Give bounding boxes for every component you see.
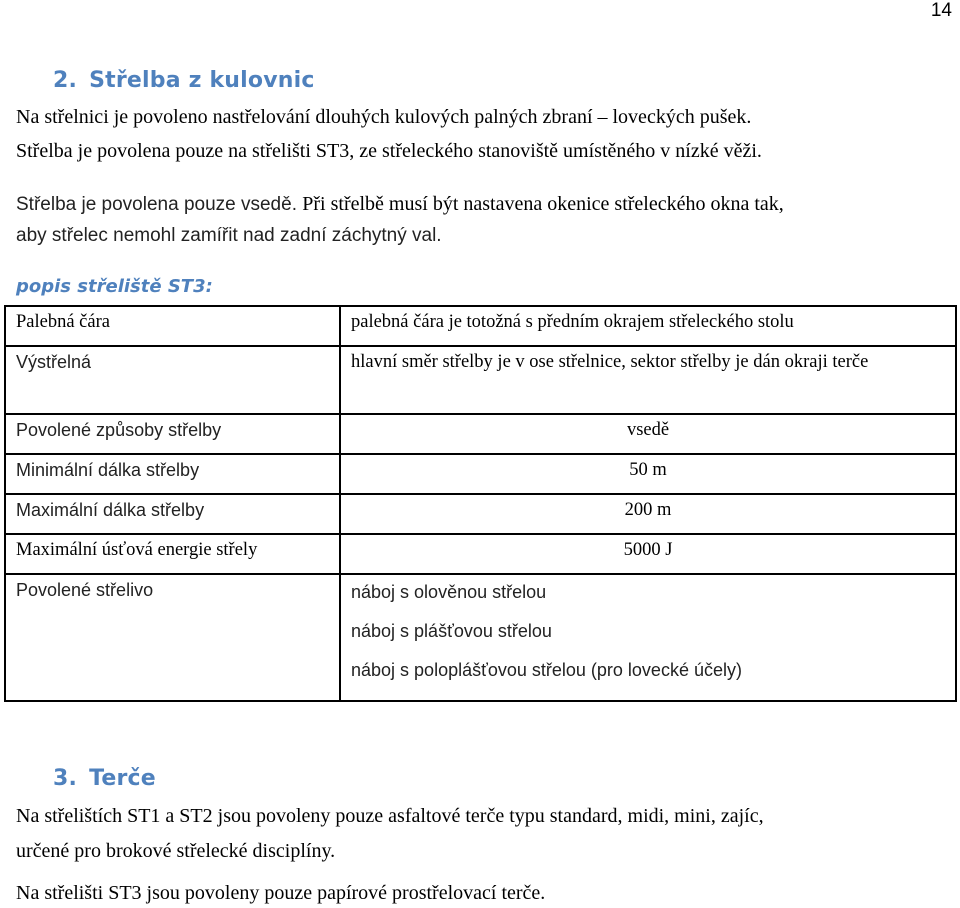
table-row <box>5 534 956 574</box>
section-2-paragraph-1-line-2: Střelba je povolena pouze na střelišti ST3, ze střeleckého stanoviště umístěného v nízké věži. <box>16 140 762 162</box>
section-2-title: Střelba z kulovnic <box>89 68 315 93</box>
table-row <box>5 574 956 701</box>
section-2-heading <box>53 68 315 93</box>
row-label <box>5 414 340 454</box>
st3-caption: popis střeliště ST3: <box>16 276 213 297</box>
row-label: Palebná čára <box>5 306 340 346</box>
row-label <box>5 454 340 494</box>
row-label-text: Povolené střelivo <box>16 580 154 600</box>
row-value: 50 m <box>340 454 956 494</box>
ammo-item: náboj s plášťovou střelou <box>351 621 552 641</box>
table-row <box>5 306 956 346</box>
row-label-text: Povolené způsoby střelby <box>16 420 222 440</box>
row-value: palebná čára je totožná s předním okrajem střeleckého stolu <box>340 306 956 346</box>
table-row <box>5 494 956 534</box>
row-label <box>5 346 340 414</box>
row-label-text: Minimální dálka střelby <box>16 460 200 480</box>
section-2-paragraph-2-line-1 <box>16 193 784 216</box>
row-value <box>340 574 956 701</box>
row-value: 200 m <box>340 494 956 534</box>
window-shutter-text: Při střelbě musí být nastavena okenice střeleckého okna tak, <box>302 193 784 215</box>
table-row <box>5 346 956 414</box>
section-3-number: 3. <box>53 766 78 791</box>
row-value: 5000 J <box>340 534 956 574</box>
row-label-text: Maximální dálka střelby <box>16 500 205 520</box>
section-3-paragraph-1-line-1: Na střelištích ST1 a ST2 jsou povoleny pouze asfaltové terče typu standard, midi, mini, zajíc, <box>16 805 764 827</box>
row-value: vsedě <box>340 414 956 454</box>
row-label <box>5 494 340 534</box>
table-row <box>5 414 956 454</box>
section-2-paragraph-1-line-1: Na střelnici je povoleno nastřelování dlouhých kulových palných zbraní – loveckých pušek. <box>16 106 752 128</box>
section-3-heading <box>53 766 156 791</box>
section-3-title: Terče <box>89 766 156 791</box>
section-2-paragraph-2-line-2: aby střelec nemohl zamířit nad zadní záchytný val. <box>16 225 442 246</box>
ammo-item: náboj s poloplášťovou střelou (pro lovecké účely) <box>351 660 742 680</box>
page-number: 14 <box>930 0 952 21</box>
ammo-item: náboj s olověnou střelou <box>351 582 547 602</box>
section-3-paragraph-2: Na střelišti ST3 jsou povoleny pouze papírové prostřelovací terče. <box>16 882 546 904</box>
sitting-shooting-text: Střelba je povolena pouze vsedě. <box>16 194 303 215</box>
row-value: hlavní směr střelby je v ose střelnice, sektor střelby je dán okraji terče <box>340 346 956 414</box>
section-3-paragraph-1-line-2: určené pro brokové střelecké disciplíny. <box>16 840 336 862</box>
row-label-text: Výstřelná <box>16 352 92 372</box>
section-2-number: 2. <box>53 68 78 93</box>
table-row <box>5 454 956 494</box>
row-label <box>5 574 340 701</box>
row-label: Maximální úsťová energie střely <box>5 534 340 574</box>
st3-spec-table <box>4 305 957 702</box>
